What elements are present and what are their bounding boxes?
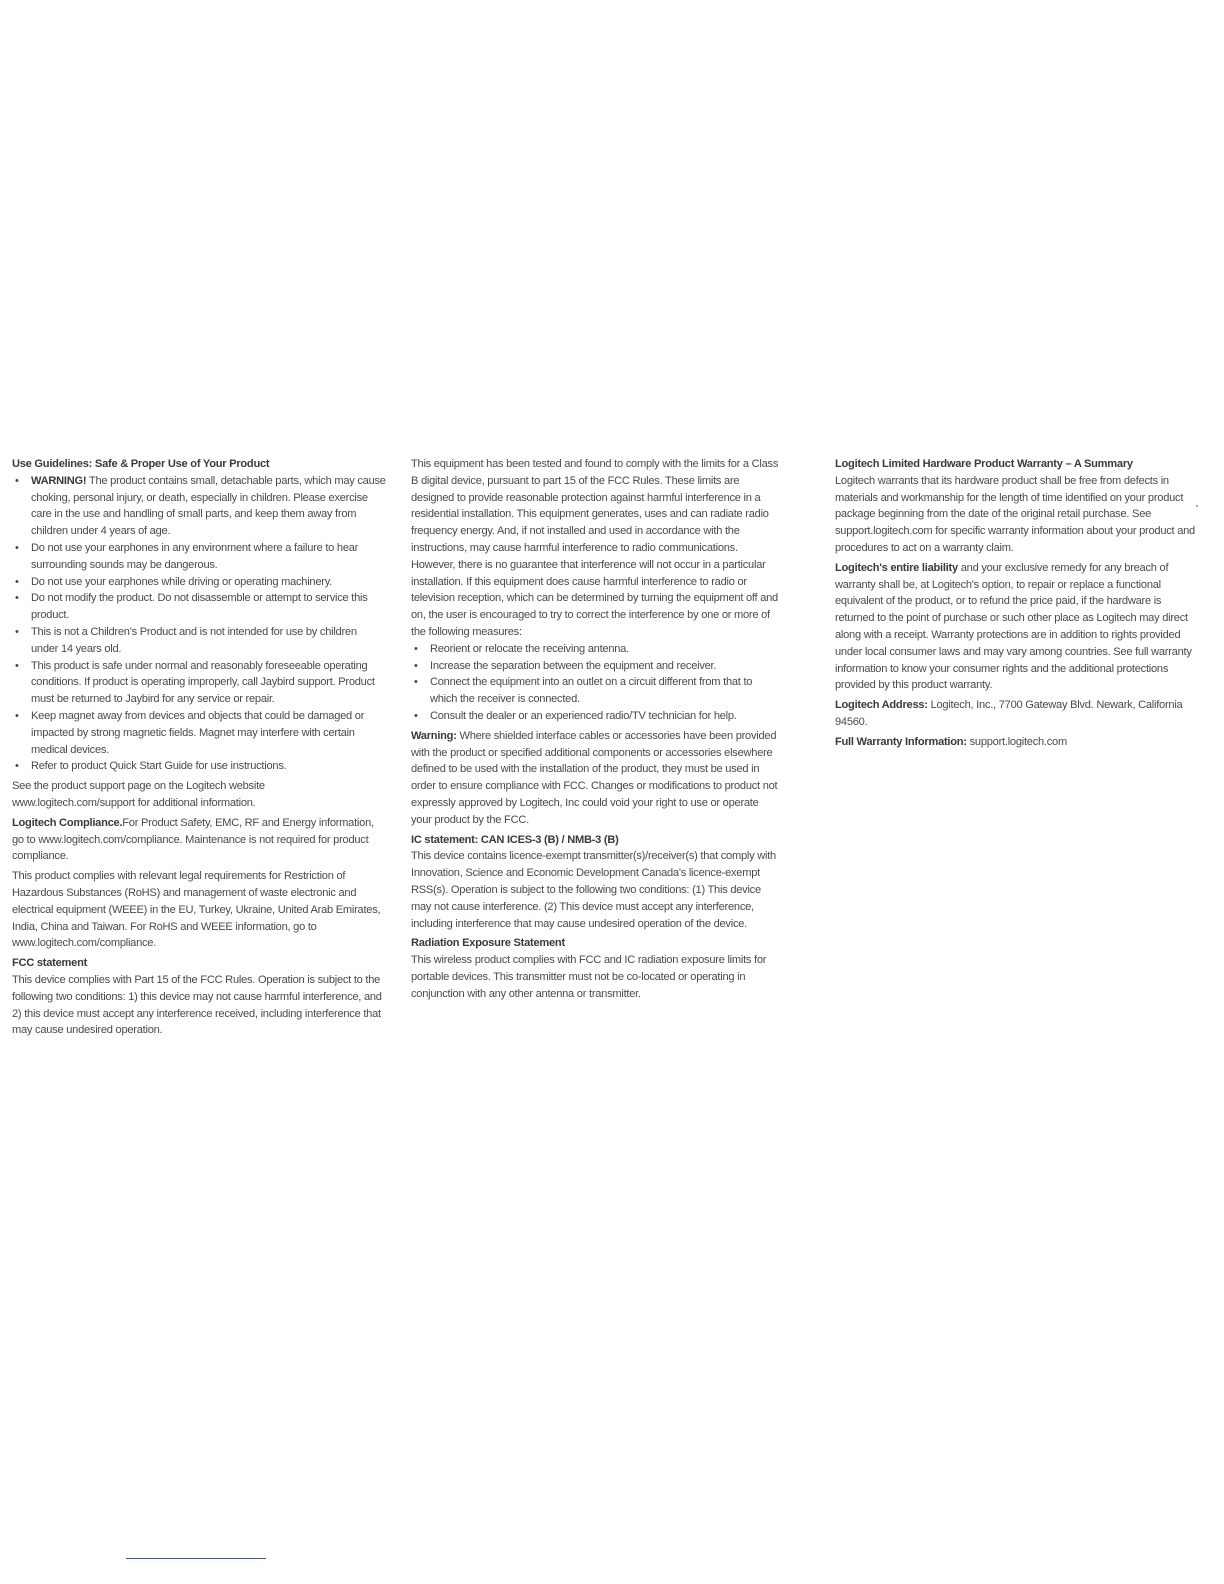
address-paragraph: [835, 697, 1201, 731]
list-item: [12, 590, 386, 624]
column-use-guidelines: [12, 456, 386, 1042]
list-item: • Connect the equipment into an outlet on a circuit different from that to which the receiver is connected.: [411, 674, 781, 708]
list-item: • Consult the dealer or an experienced radio/TV technician for help.: [411, 708, 781, 725]
list-item: [12, 574, 386, 591]
list-item: [12, 708, 386, 758]
ic-heading: IC statement: CAN ICES-3 (B) / NMB-3 (B): [411, 833, 619, 846]
scan-speck: [1196, 505, 1198, 507]
list-item: [12, 758, 386, 775]
use-guidelines-list: [12, 473, 386, 775]
list-item-text: This is not a Children's Product and is not intended for use by children under 14 years old.: [31, 625, 357, 655]
compliance-text: For Product Safety, EMC, RF and Energy information, go to www.logitech.com/compliance. Maintenance is not required for product compliance.: [12, 816, 374, 863]
list-item-text: Do not use your earphones while driving or operating machinery.: [31, 575, 333, 588]
column-warranty: [835, 456, 1201, 754]
list-item: [12, 540, 386, 574]
compliance-lead: Logitech Compliance.: [12, 816, 123, 829]
warning-lead: WARNING!: [31, 474, 87, 487]
list-item-text: Do not modify the product. Do not disassemble or attempt to service this product.: [31, 592, 368, 622]
list-item: • Increase the separation between the equipment and receiver.: [411, 658, 781, 675]
ic-paragraph: This device contains licence-exempt transmitter(s)/receiver(s) that comply with Innovation, Science and Economic Development Canada's licence-exempt RSS(s). Operation is subject to the following two conditions: (1) This device may not cause interference. (2) This device must accept any interference, including interference that may cause undesired operation of the device.: [411, 850, 776, 930]
warning-text: Where shielded interface cables or accessories have been provided with the product or specified additional components or accessories elsewhere defined to be used with the installation of the product, they must be used in order to ensure compliance with FCC. Changes or modifications to product not expressly approved by Logitech, Inc could void your right to use or operate your product by the FCC.: [411, 729, 778, 826]
full-warranty-link: support.logitech.com: [969, 735, 1067, 748]
rohs-paragraph: This product complies with relevant legal requirements for Restriction of Hazardous Substances (RoHS) and management of waste electronic and electrical equipment (WEEE) in the EU, Turkey, Ukraine, United Arab Emirates, India, China and Taiwan. For RoHS and WEEE information, go to www.logitech.com/compliance.: [12, 870, 381, 950]
list-item: [12, 624, 386, 658]
warranty-paragraph: Logitech warrants that its hardware product shall be free from defects in materials and workmanship for the length of time identified on your product package beginning from the date of the original retail purchase. See support.logitech.com for specific warranty information about your product and procedures to act on a warranty claim.: [835, 474, 1195, 554]
liability-paragraph: [835, 560, 1201, 694]
use-guidelines-heading: Use Guidelines: Safe & Proper Use of Your Product: [12, 458, 270, 470]
fcc-heading: FCC statement: [12, 957, 88, 970]
address-text: Logitech, Inc., 7700 Gateway Blvd. Newark, California 94560.: [835, 699, 1183, 728]
warning-paragraph: [411, 728, 781, 829]
warning-lead: Warning:: [411, 729, 457, 742]
fcc-paragraph: This device complies with Part 15 of the FCC Rules. Operation is subject to the following two conditions: 1) this device may not cause harmful interference, and 2) this device must accept any interference received, including interference that may cause undesired operation.: [12, 973, 382, 1037]
list-item-text: Do not use your earphones in any environment where a failure to hear surrounding sounds may be dangerous.: [31, 541, 359, 571]
list-item: [12, 658, 386, 708]
liability-text: and your exclusive remedy for any breach of warranty shall be, at Logitech's option, to repair or replace a functional equivalent of the product, or to refund the price paid, if the hardware is returned to the point of purchase or such other place as Logitech may direct along with a receipt. Warranty protections are in addition to rights provided under local consumer laws and may vary among countries. See full warranty information to know your consumer rights and the additional protections provided by this product warranty.: [835, 561, 1192, 692]
bottom-divider-line: [126, 1558, 266, 1559]
list-item-text: Keep magnet away from devices and objects that could be damaged or impacted by strong magnetic fields. Magnet may interfere with certain medical devices.: [31, 709, 365, 756]
liability-lead: Logitech's entire liability: [835, 561, 958, 574]
warranty-heading: Logitech Limited Hardware Product Warranty – A Summary: [835, 458, 1133, 470]
list-item: • Reorient or relocate the receiving antenna.: [411, 641, 781, 658]
radiation-heading: Radiation Exposure Statement: [411, 937, 565, 950]
address-lead: Logitech Address:: [835, 699, 928, 712]
full-warranty-lead: Full Warranty Information:: [835, 735, 967, 748]
full-warranty-paragraph: [835, 734, 1201, 751]
measures-list: [411, 641, 781, 725]
compliance-paragraph: [12, 815, 386, 865]
list-item-text: Refer to product Quick Start Guide for use instructions.: [31, 760, 287, 773]
list-item-text: This product is safe under normal and reasonably foreseeable operating conditions. If product is operating improperly, call Jaybird support. Product must be returned to Jaybird for any service or repair.: [31, 659, 375, 706]
list-item: [12, 473, 386, 540]
equipment-paragraph: This equipment has been tested and found to comply with the limits for a Class B digital device, pursuant to part 15 of the FCC Rules. These limits are designed to provide reasonable protection against harmful interference in a residential installation. This equipment generates, uses and can radiate radio frequency energy. And, if not installed and used in accordance with the instructions, may cause harmful interference to radio communications. However, there is no guarantee that interference will not occur in a particular installation. If this equipment does cause harmful interference to radio or television reception, which can be determined by turning the equipment off and on, the user is encouraged to try to correct the interference by one or more of the following measures:: [411, 458, 779, 638]
radiation-paragraph: This wireless product complies with FCC and IC radiation exposure limits for portable devices. This transmitter must not be co-located or operating in conjunction with any other antenna or transmitter.: [411, 954, 767, 1000]
list-item-text: The product contains small, detachable parts, which may cause choking, personal injury, or death, especially in children. Please exercise care in the use and handling of small parts, and keep them away from children under 4 years of age.: [31, 474, 386, 538]
support-paragraph: See the product support page on the Logitech website www.logitech.com/support for additional information.: [12, 780, 265, 809]
column-fcc-ic: [411, 456, 781, 1006]
